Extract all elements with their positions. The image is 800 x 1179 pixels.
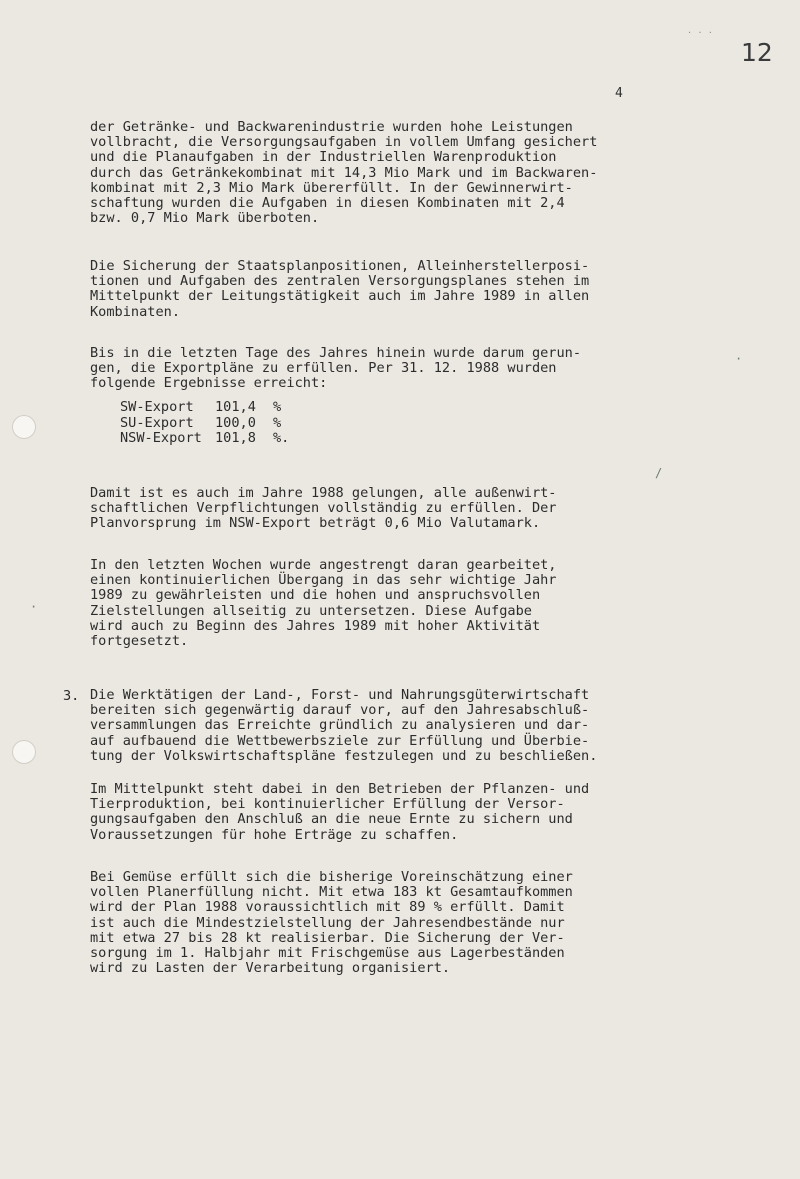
paragraph-agriculture-workers (90, 688, 730, 764)
text-line: Kombinaten. (90, 303, 181, 320)
text-line: tung der Volkswirtschaftspläne festzulegen und zu beschließen. (90, 747, 598, 764)
paragraph-foreign-trade (90, 486, 730, 532)
text-line: wird der Plan 1988 voraussichtlich mit 89 % erfüllt. Damit (90, 899, 565, 916)
paragraph-beverage-bakery (90, 120, 730, 226)
text-line: auf aufbauend die Wettbewerbsziele zur Erfüllung und Überbie- (90, 732, 590, 749)
text-line: der Getränke- und Backwarenindustrie wurden hohe Leistungen (90, 119, 573, 135)
export-label: SU-Export (120, 414, 194, 431)
text-line: gungsaufgaben den Anschluß an die neue Ernte zu sichern und (90, 811, 573, 828)
text-line: wird zu Lasten der Verarbeitung organisiert. (90, 960, 451, 977)
text-line: bzw. 0,7 Mio Mark überboten. (90, 210, 320, 227)
text-line: vollbracht, die Versorgungsaufgaben in vollem Umfang gesichert (90, 134, 598, 151)
text-line: bereiten sich gegenwärtig darauf vor, auf den Jahresabschluß- (90, 702, 590, 719)
export-label: NSW-Export (120, 430, 202, 446)
text-line: wird auch zu Beginn des Jahres 1989 mit hoher Aktivität (90, 617, 541, 634)
section-number: 3. (63, 688, 80, 704)
text-line: Voraussetzungen für hohe Erträge zu schaffen. (90, 826, 459, 843)
export-row (120, 431, 289, 447)
text-line: Planvorsprung im NSW-Export beträgt 0,6 Mio Valutamark. (90, 515, 541, 532)
text-line: Bei Gemüse erfüllt sich die bisherige Voreinschätzung einer (90, 869, 573, 885)
text-line: Die Sicherung der Staatsplanpositionen, Alleinherstellerposi- (90, 258, 590, 274)
export-unit: %. (273, 430, 290, 446)
export-row (120, 400, 289, 416)
export-label: SW-Export (120, 399, 194, 415)
text-line: Bis in die letzten Tage des Jahres hinein wurde darum gerun- (90, 345, 582, 361)
text-line: schaftung wurden die Aufgaben in diesen Kombinaten mit 2,4 (90, 194, 565, 211)
text-line: 1989 zu gewährleisten und die hohen und anspruchsvollen (90, 587, 541, 604)
text-line: Im Mittelpunkt steht dabei in den Betrieben der Pflanzen- und (90, 781, 590, 797)
paragraph-vegetables (90, 870, 730, 976)
export-results-list (120, 400, 289, 447)
archive-page-number: 12 (741, 38, 773, 67)
text-line: kombinat mit 2,3 Mio Mark übererfüllt. In der Gewinnerwirt- (90, 179, 573, 196)
margin-mark: · (735, 352, 743, 366)
text-line: fortgesetzt. (90, 632, 189, 649)
text-line: mit etwa 27 bis 28 kt realisierbar. Die Sicherung der Ver- (90, 929, 565, 946)
paragraph-export-plans (90, 346, 730, 392)
margin-mark: · (30, 600, 38, 614)
export-value: 100,0 (215, 414, 256, 431)
text-line: Mittelpunkt der Leitungstätigkeit auch im Jahre 1989 in allen (90, 288, 590, 305)
punch-hole-top (12, 415, 36, 439)
text-line: einen kontinuierlichen Übergang in das sehr wichtige Jahr (90, 572, 557, 589)
export-value: 101,8 (215, 430, 256, 446)
text-line: vollen Planerfüllung nicht. Mit etwa 183 kt Gesamtaufkommen (90, 884, 573, 901)
text-line: folgende Ergebnisse erreicht: (90, 375, 328, 392)
paragraph-transition-1989 (90, 558, 730, 649)
export-value: 101,4 (215, 399, 256, 415)
export-row (120, 416, 289, 432)
text-line: schaftlichen Verpflichtungen vollständig zu erfüllen. Der (90, 500, 557, 517)
page-number: 4 (615, 86, 623, 101)
text-line: gen, die Exportpläne zu erfüllen. Per 31. 12. 1988 wurden (90, 360, 557, 377)
text-line: In den letzten Wochen wurde angestrengt daran gearbeitet, (90, 557, 557, 573)
text-line: Tierproduktion, bei kontinuierlicher Erfüllung der Versor- (90, 796, 565, 813)
archive-stamp-mark: · · · (688, 28, 714, 39)
text-line: durch das Getränkekombinat mit 14,3 Mio Mark und im Backwaren- (90, 164, 598, 181)
text-line: Zielstellungen allseitig zu untersetzen. Diese Aufgabe (90, 602, 532, 619)
export-unit: % (273, 414, 282, 431)
text-line: Die Werktätigen der Land-, Forst- und Nahrungsgüterwirtschaft (90, 687, 590, 703)
text-line: ist auch die Mindestzielstellung der Jahresendbestände nur (90, 914, 565, 931)
text-line: tionen und Aufgaben des zentralen Versorgungsplanes stehen im (90, 273, 590, 290)
paragraph-crop-livestock (90, 782, 730, 843)
paragraph-state-plan (90, 259, 730, 320)
export-unit: % (273, 399, 282, 415)
margin-mark: / (655, 466, 663, 480)
text-line: sorgung im 1. Halbjahr mit Frischgemüse aus Lagerbeständen (90, 944, 565, 961)
punch-hole-bottom (12, 740, 36, 764)
text-line: und die Planaufgaben in der Industriellen Warenproduktion (90, 149, 557, 166)
text-line: Damit ist es auch im Jahre 1988 gelungen, alle außenwirt- (90, 485, 557, 501)
text-line: versammlungen das Erreichte gründlich zu analysieren und dar- (90, 717, 590, 734)
